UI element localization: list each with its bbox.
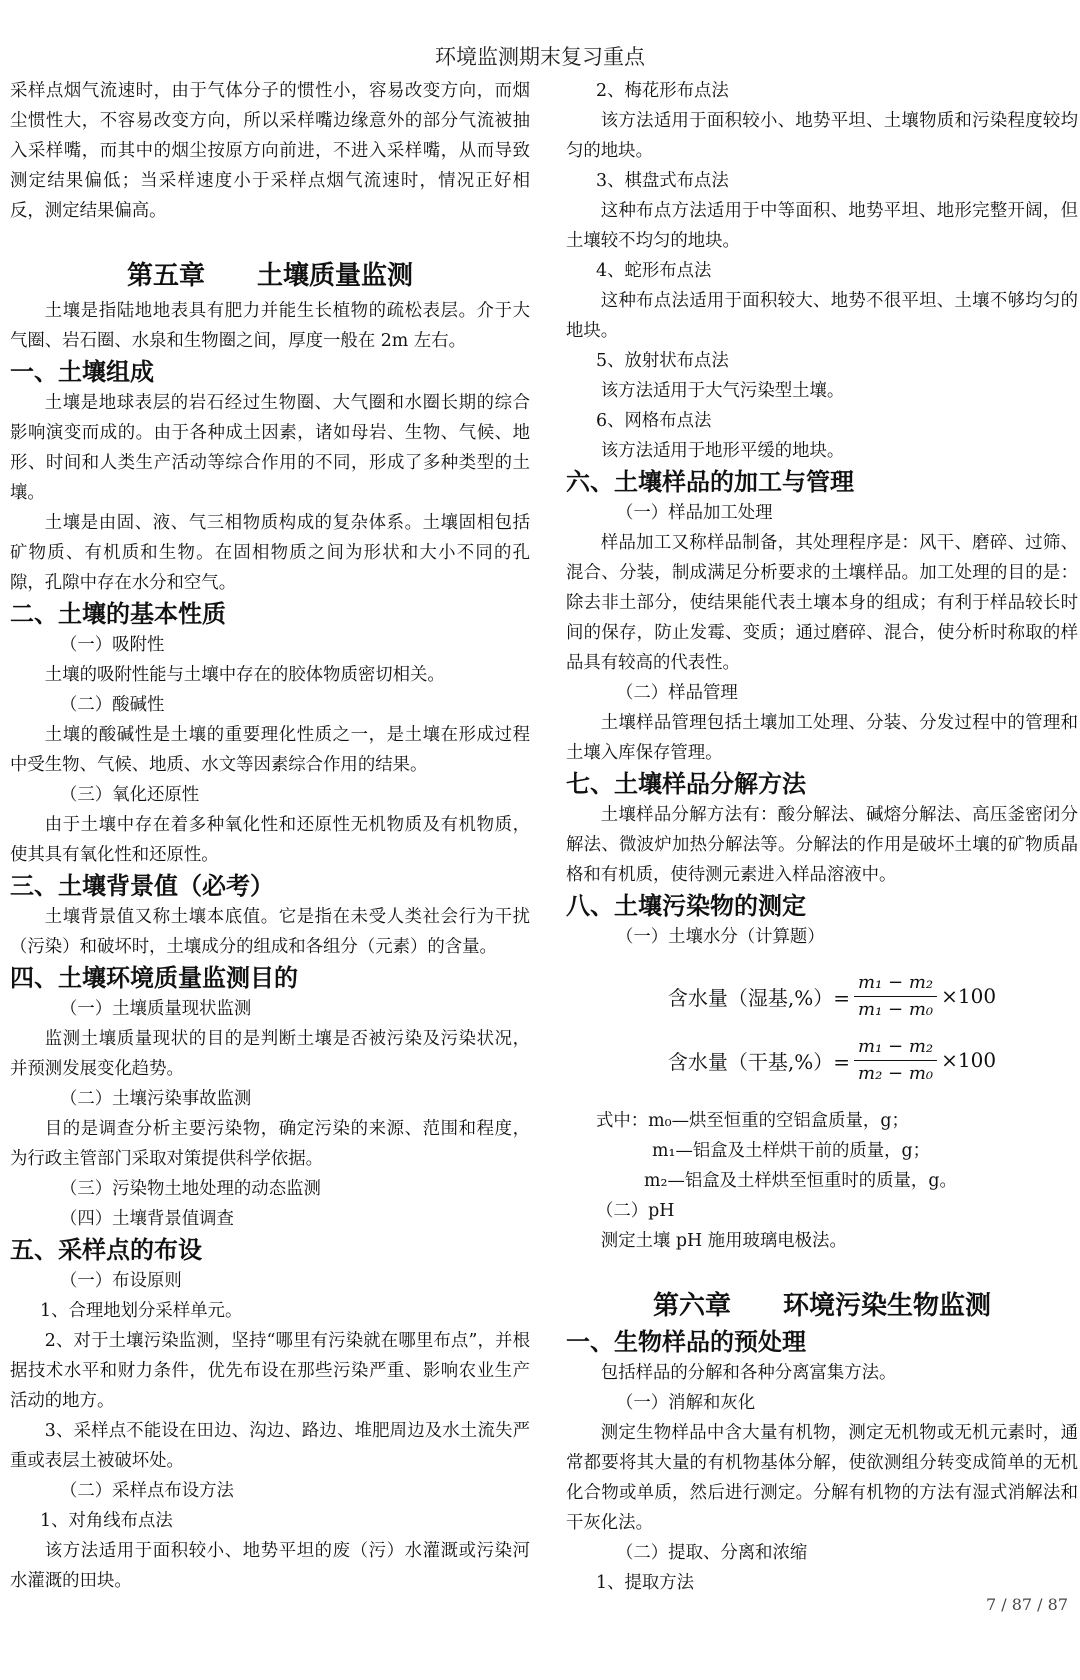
section-5-sub-b: （二）采样点布设方法	[60, 1481, 234, 1501]
formula-wet-numerator: m₁ − m₂	[854, 972, 937, 997]
method-4-text: 这种布点法适用于面积较大、地势不很平坦、土壤不够均匀的地块。	[566, 291, 1078, 341]
formula-dry-label: 含水量（干基,%）=	[667, 1049, 851, 1074]
right-column	[566, 76, 1078, 1598]
section-7-title: 七、土壤样品分解方法	[566, 770, 806, 798]
formula-wet-basis	[566, 964, 1078, 1028]
section-8-sub-b-text: 测定土壤 pH 施用玻璃电极法。	[600, 1231, 847, 1251]
method-2-text: 该方法适用于面积较小、地势平坦、土壤物质和污染程度较均匀的地块。	[566, 111, 1078, 161]
section-3-text: 土壤背景值又称土壤本底值。它是指在未受人类社会行为干扰（污染）和破坏时，土壤成分的组成和各组分（元素）的含量。	[10, 907, 530, 957]
method-4-title: 4、蛇形布点法	[596, 261, 712, 281]
formula-dry-multiplier: ×100	[941, 1048, 997, 1072]
section-1-paragraph-2: 土壤是由固、液、气三相物质构成的复杂体系。土壤固相包括矿物质、有机质和生物。在固相物质之间为形状和大小不同的孔隙，孔隙中存在水分和空气。	[10, 513, 530, 593]
chapter-6-sub-a-text: 测定生物样品中含大量有机物，测定无机物或无机元素时，通常都要将其大量的有机物基体分解，使欲测组分转变成简单的无机化合物或单质，然后进行测定。分解有机物的方法有湿式消解法和干灰化法。	[566, 1423, 1078, 1533]
section-2-sub-c: （三）氧化还原性	[60, 785, 200, 805]
soil-definition: 土壤是指陆地地表具有肥力并能生长植物的疏松表层。介于大气圈、岩石圈、水泉和生物圈之间，厚度一般在 2m 左右。	[10, 301, 530, 351]
method-5-text: 该方法适用于大气污染型土壤。	[600, 381, 845, 401]
left-column	[10, 76, 530, 1596]
chapter-6-sub-b: （二）提取、分离和浓缩	[616, 1543, 808, 1563]
method-1-text: 该方法适用于面积较小、地势平坦的废（污）水灌溉或污染河水灌溉的田块。	[10, 1541, 530, 1591]
section-5-sub-a: （一）布设原则	[60, 1271, 182, 1291]
section-6-sub-a-text: 样品加工又称样品制备，其处理程序是：风干、磨碎、过筛、混合、分装，制成满足分析要求的土壤样品。加工处理的目的是：除去非土部分，使结果能代表土壤本身的组成；有利于样品较长时间的保存，防止发霉、变质；通过磨碎、混合，使分析时称取的样品具有较高的代表性。	[566, 533, 1078, 673]
moisture-formulas	[566, 964, 1078, 1092]
section-4-sub-a: （一）土壤质量现状监测	[60, 999, 252, 1019]
chapter-6-title: 第六章 环境污染生物监测	[652, 1291, 991, 1321]
section-6-title: 六、土壤样品的加工与管理	[566, 468, 854, 496]
section-2-sub-a: （一）吸附性	[60, 635, 165, 655]
formula-dry-numerator: m₁ − m₂	[854, 1036, 937, 1061]
method-6-title: 6、网格布点法	[596, 411, 712, 431]
section-2-title: 二、土壤的基本性质	[10, 600, 226, 628]
section-2-sub-b: （二）酸碱性	[60, 695, 165, 715]
formula-dry-denominator: m₂ − m₀	[858, 1062, 934, 1084]
section-4-sub-b-text: 目的是调查分析主要污染物，确定污染的来源、范围和程度，为行政主管部门采取对策提供科学依据。	[10, 1119, 530, 1169]
chapter-5-title: 第五章 土壤质量监测	[126, 261, 413, 291]
formula-dry-basis	[566, 1028, 1078, 1092]
intro-paragraph: 采样点烟气流速时，由于气体分子的惯性小，容易改变方向，而烟尘惯性大，不容易改变方向，所以采样嘴边缘意外的部分气流被抽入采样嘴，而其中的烟尘按原方向前进，不进入采样嘴，从而导致测定结果偏低；当采样速度小于采样点烟气流速时，情况正好相反，测定结果偏高。	[10, 81, 530, 221]
section-2-sub-c-text: 由于土壤中存在着多种氧化性和还原性无机物质及有机物质，使其具有氧化性和还原性。	[10, 815, 530, 865]
section-2-sub-a-text: 土壤的吸附性能与土壤中存在的胶体物质密切相关。	[44, 665, 445, 685]
page-number: 7 / 87 / 87	[985, 1595, 1068, 1614]
formula-wet-fraction	[854, 972, 937, 1021]
section-6-sub-b-text: 土壤样品管理包括土壤加工处理、分装、分发过程中的管理和土壤入库保存管理。	[566, 713, 1078, 763]
page-header: 环境监测期末复习重点	[435, 45, 645, 69]
chapter-6-sub-a: （一）消解和灰化	[616, 1393, 756, 1413]
section-5-item-2: 2、对于土壤污染监测，坚持“哪里有污染就在哪里布点”，并根据技术水平和财力条件，优先布设在那些污染严重、影响农业生产活动的地方。	[10, 1331, 530, 1411]
section-5-title: 五、采样点的布设	[10, 1236, 202, 1264]
section-5-item-3: 3、采样点不能设在田边、沟边、路边、堆肥周边及水土流失严重或表层土被破坏处。	[10, 1421, 530, 1471]
chapter-6-section-1-text: 包括样品的分解和各种分离富集方法。	[600, 1363, 897, 1383]
method-1-title: 1、对角线布点法	[40, 1511, 173, 1531]
method-6-text: 该方法适用于地形平缓的地块。	[600, 441, 845, 461]
method-5-title: 5、放射状布点法	[596, 351, 729, 371]
method-3-text: 这种布点方法适用于中等面积、地势平坦、地形完整开阔，但土壤较不均匀的地块。	[566, 201, 1078, 251]
section-2-sub-b-text: 土壤的酸碱性是土壤的重要理化性质之一，是土壤在形成过程中受生物、气候、地质、水文等因素综合作用的结果。	[10, 725, 530, 775]
section-1-title: 一、土壤组成	[10, 358, 154, 386]
formula-dry-fraction	[854, 1036, 937, 1085]
section-4-sub-d: （四）土壤背景值调查	[60, 1209, 234, 1229]
section-5-item-1: 1、合理地划分采样单元。	[40, 1301, 243, 1321]
section-4-title: 四、土壤环境质量监测目的	[10, 964, 298, 992]
chapter-6-sub-b-item-1: 1、提取方法	[596, 1573, 695, 1593]
section-4-sub-c: （三）污染物土地处理的动态监测	[60, 1179, 321, 1199]
formula-wet-multiplier: ×100	[941, 984, 997, 1008]
section-8-sub-a: （一）土壤水分（计算题）	[616, 927, 825, 947]
chapter-6-section-1-title: 一、生物样品的预处理	[566, 1328, 806, 1356]
method-3-title: 3、棋盘式布点法	[596, 171, 729, 191]
section-7-text: 土壤样品分解方法有：酸分解法、碱熔分解法、高压釜密闭分解法、微波炉加热分解法等。分解法的作用是破坏土壤的矿物质晶格和有机质，使待测元素进入样品溶液中。	[566, 805, 1078, 885]
section-6-sub-a: （一）样品加工处理	[616, 503, 773, 523]
formula-wet-label: 含水量（湿基,%）=	[667, 985, 851, 1010]
variable-m0: 式中：m₀—烘至恒重的空铝盒质量，g；	[596, 1111, 909, 1131]
section-4-sub-b: （二）土壤污染事故监测	[60, 1089, 252, 1109]
section-8-title: 八、土壤污染物的测定	[566, 892, 806, 920]
variable-m2: m₂—铝盒及土样烘至恒重时的质量，g。	[644, 1171, 957, 1191]
method-2-title: 2、梅花形布点法	[596, 81, 729, 101]
section-4-sub-a-text: 监测土壤质量现状的目的是判断土壤是否被污染及污染状况，并预测发展变化趋势。	[10, 1029, 530, 1079]
formula-wet-denominator: m₁ − m₀	[858, 998, 934, 1020]
section-3-title: 三、土壤背景值（必考）	[10, 872, 274, 900]
section-6-sub-b: （二）样品管理	[616, 683, 738, 703]
section-1-paragraph-1: 土壤是地球表层的岩石经过生物圈、大气圈和水圈长期的综合影响演变而成的。由于各种成土因素，诸如母岩、生物、气候、地形、时间和人类生产活动等综合作用的不同，形成了多种类型的土壤。	[10, 393, 530, 503]
variable-m1: m₁—铝盒及土样烘干前的质量，g；	[652, 1141, 931, 1161]
section-8-sub-b: （二）pH	[596, 1201, 675, 1221]
